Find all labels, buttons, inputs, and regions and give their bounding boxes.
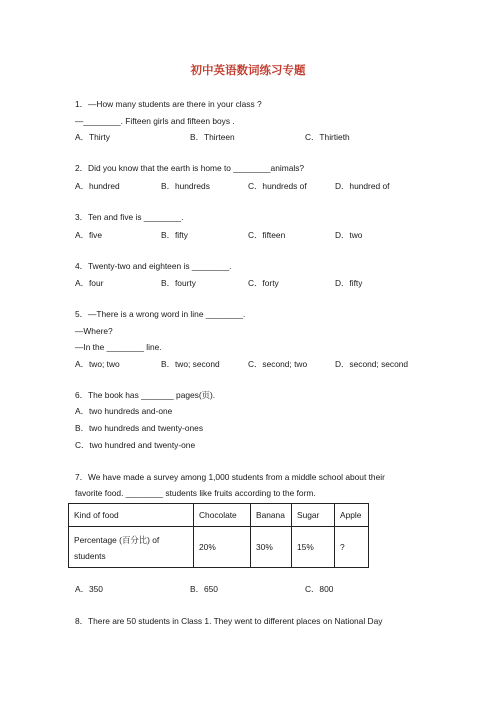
question-1-option-a: A．Thirty xyxy=(75,132,110,142)
survey-table xyxy=(68,503,369,568)
question-1-option-b: B．Thirteen xyxy=(190,132,235,142)
question-7-line-2: favorite food. ________ students like fruits according to the form. xyxy=(75,488,316,498)
question-2-option-d: D．hundred of xyxy=(335,181,390,191)
table-header-row xyxy=(69,504,369,527)
page-title: 初中英语数词练习专题 xyxy=(190,63,306,77)
table-row-label xyxy=(69,527,194,568)
question-6-option-c: C．two hundred and twenty-one xyxy=(75,440,196,450)
question-7-option-a: A．350 xyxy=(75,584,103,594)
question-5-line-3: —In the ________ line. xyxy=(75,342,162,352)
question-5-option-b: B．two; second xyxy=(161,359,220,369)
table-cell: 20% xyxy=(194,527,251,568)
question-4-stem: 4．Twenty-two and eighteen is ________. xyxy=(75,261,232,271)
table-cell: Banana xyxy=(251,504,292,527)
question-5-option-a: A．two; two xyxy=(75,359,120,369)
table-cell: Chocolate xyxy=(194,504,251,527)
question-5-option-d: D．second; second xyxy=(335,359,409,369)
question-1-option-c: C．Thirtieth xyxy=(305,132,350,142)
row-label-line-1: Percentage (百分比) of xyxy=(74,534,160,545)
question-6-option-a: A．two hundreds and-one xyxy=(75,406,173,416)
question-4-option-a: A．four xyxy=(75,278,104,288)
question-2-option-c: C．hundreds of xyxy=(248,181,307,191)
row-label-line-2: students xyxy=(74,550,106,561)
question-5-option-c: C．second; two xyxy=(248,359,308,369)
question-1-stem: 1．—How many students are there in your class ? xyxy=(75,99,262,109)
table-cell: Apple xyxy=(335,504,369,527)
question-7-option-b: B．650 xyxy=(190,584,218,594)
question-7-option-c: C．800 xyxy=(305,584,334,594)
question-3-option-c: C．fifteen xyxy=(248,230,286,240)
question-4-option-b: B．fourty xyxy=(161,278,196,288)
question-2-stem: 2．Did you know that the earth is home to ________animals? xyxy=(75,163,305,173)
table-row xyxy=(69,527,369,568)
question-8-stem: 8．There are 50 students in Class 1. They went to different places on National Day xyxy=(75,616,383,626)
table-cell: Sugar xyxy=(292,504,335,527)
table-cell: Kind of food xyxy=(69,504,194,527)
question-6-stem: 6．The book has _______ pages(页). xyxy=(75,390,216,400)
question-3-option-d: D．two xyxy=(335,230,363,240)
table-cell: 30% xyxy=(251,527,292,568)
question-5-stem: 5．—There is a wrong word in line ________. xyxy=(75,309,246,319)
question-3-stem: 3．Ten and five is ________. xyxy=(75,212,184,222)
question-7-stem: 7．We have made a survey among 1,000 students from a middle school about their xyxy=(75,472,385,482)
question-1-line-2: —________. Fifteen girls and fifteen boys . xyxy=(75,116,235,126)
table-cell: 15% xyxy=(292,527,335,568)
question-5-line-2: —Where? xyxy=(75,326,113,336)
question-4-option-c: C．forty xyxy=(248,278,279,288)
question-4-option-d: D．fifty xyxy=(335,278,363,288)
question-6-option-b: B．two hundreds and twenty-ones xyxy=(75,423,204,433)
question-2-option-b: B．hundreds xyxy=(161,181,210,191)
table-cell: ? xyxy=(335,527,369,568)
question-3-option-b: B．fifty xyxy=(161,230,188,240)
question-3-option-a: A．five xyxy=(75,230,102,240)
question-2-option-a: A．hundred xyxy=(75,181,120,191)
